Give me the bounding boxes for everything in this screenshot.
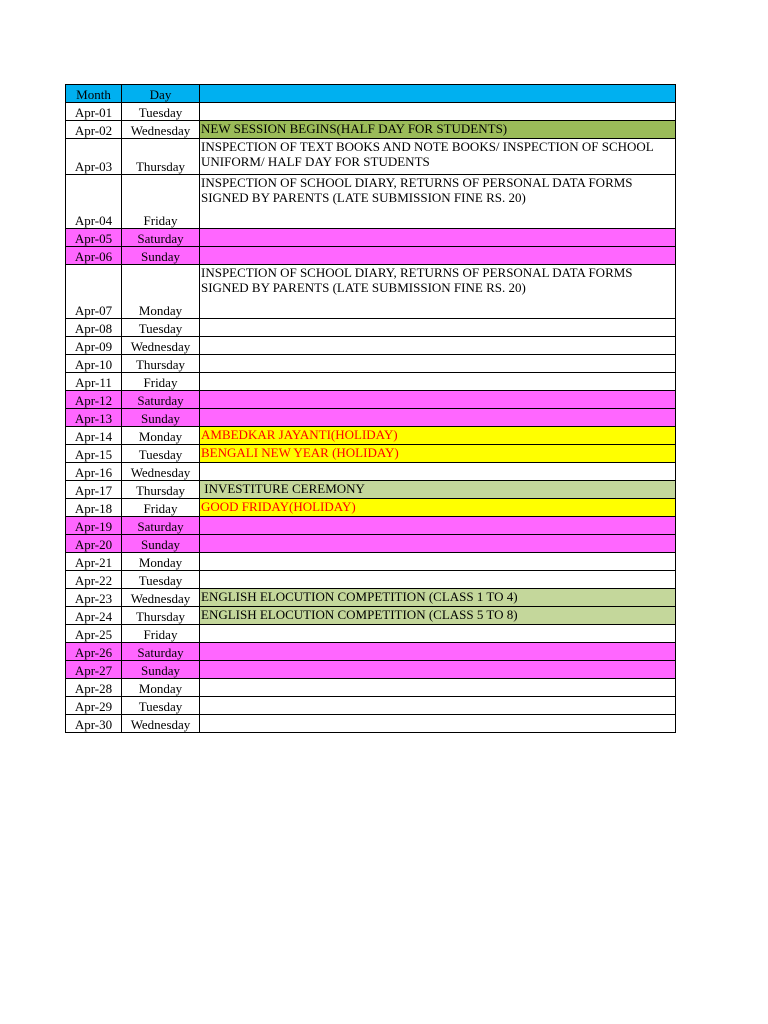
event-cell bbox=[200, 319, 676, 337]
day-cell: Wednesday bbox=[122, 463, 200, 481]
month-cell: Apr-15 bbox=[66, 445, 122, 463]
month-cell: Apr-12 bbox=[66, 391, 122, 409]
day-cell: Sunday bbox=[122, 409, 200, 427]
event-cell bbox=[200, 463, 676, 481]
event-cell bbox=[200, 661, 676, 679]
table-row bbox=[66, 499, 676, 517]
event-cell bbox=[200, 643, 676, 661]
table-row bbox=[66, 517, 676, 535]
month-cell: Apr-11 bbox=[66, 373, 122, 391]
day-cell: Thursday bbox=[122, 139, 200, 175]
day-cell: Saturday bbox=[122, 229, 200, 247]
month-cell: Apr-22 bbox=[66, 571, 122, 589]
table-row bbox=[66, 571, 676, 589]
month-cell: Apr-30 bbox=[66, 715, 122, 733]
event-cell bbox=[200, 553, 676, 571]
day-cell: Wednesday bbox=[122, 715, 200, 733]
day-cell: Monday bbox=[122, 553, 200, 571]
month-cell: Apr-02 bbox=[66, 121, 122, 139]
event-cell: BENGALI NEW YEAR (HOLIDAY) bbox=[200, 445, 676, 463]
month-cell: Apr-06 bbox=[66, 247, 122, 265]
month-cell: Apr-28 bbox=[66, 679, 122, 697]
table-row bbox=[66, 265, 676, 319]
event-cell bbox=[200, 625, 676, 643]
day-cell: Monday bbox=[122, 427, 200, 445]
month-cell: Apr-23 bbox=[66, 589, 122, 607]
header-row bbox=[66, 85, 676, 103]
day-cell: Sunday bbox=[122, 661, 200, 679]
month-cell: Apr-04 bbox=[66, 175, 122, 229]
event-cell: AMBEDKAR JAYANTI(HOLIDAY) bbox=[200, 427, 676, 445]
table-row bbox=[66, 103, 676, 121]
day-cell: Tuesday bbox=[122, 319, 200, 337]
event-cell: ENGLISH ELOCUTION COMPETITION (CLASS 1 TO 4) bbox=[200, 589, 676, 607]
month-cell: Apr-25 bbox=[66, 625, 122, 643]
day-cell: Saturday bbox=[122, 391, 200, 409]
table-row bbox=[66, 427, 676, 445]
event-cell bbox=[200, 715, 676, 733]
month-cell: Apr-20 bbox=[66, 535, 122, 553]
month-cell: Apr-05 bbox=[66, 229, 122, 247]
month-cell: Apr-09 bbox=[66, 337, 122, 355]
month-cell: Apr-16 bbox=[66, 463, 122, 481]
day-cell: Wednesday bbox=[122, 589, 200, 607]
day-cell: Saturday bbox=[122, 517, 200, 535]
event-cell bbox=[200, 355, 676, 373]
header-event bbox=[200, 85, 676, 103]
table-row bbox=[66, 697, 676, 715]
event-cell: INSPECTION OF SCHOOL DIARY, RETURNS OF PERSONAL DATA FORMS SIGNED BY PARENTS (LATE SUBMISSION FINE RS. 20) bbox=[200, 175, 676, 229]
table-row bbox=[66, 391, 676, 409]
calendar-table bbox=[65, 84, 676, 733]
day-cell: Tuesday bbox=[122, 103, 200, 121]
table-row bbox=[66, 175, 676, 229]
month-cell: Apr-19 bbox=[66, 517, 122, 535]
table-row bbox=[66, 679, 676, 697]
month-cell: Apr-08 bbox=[66, 319, 122, 337]
day-cell: Tuesday bbox=[122, 445, 200, 463]
event-cell bbox=[200, 373, 676, 391]
table-row bbox=[66, 229, 676, 247]
month-cell: Apr-14 bbox=[66, 427, 122, 445]
event-cell: NEW SESSION BEGINS(HALF DAY FOR STUDENTS) bbox=[200, 121, 676, 139]
event-cell bbox=[200, 247, 676, 265]
event-cell: INSPECTION OF TEXT BOOKS AND NOTE BOOKS/ INSPECTION OF SCHOOL UNIFORM/ HALF DAY FOR STUDENTS bbox=[200, 139, 676, 175]
event-cell bbox=[200, 103, 676, 121]
day-cell: Sunday bbox=[122, 247, 200, 265]
event-cell bbox=[200, 679, 676, 697]
month-cell: Apr-29 bbox=[66, 697, 122, 715]
table-row bbox=[66, 355, 676, 373]
event-cell bbox=[200, 229, 676, 247]
event-cell: GOOD FRIDAY(HOLIDAY) bbox=[200, 499, 676, 517]
day-cell: Wednesday bbox=[122, 121, 200, 139]
table-row bbox=[66, 445, 676, 463]
table-row bbox=[66, 625, 676, 643]
table-row bbox=[66, 715, 676, 733]
month-cell: Apr-21 bbox=[66, 553, 122, 571]
event-cell bbox=[200, 697, 676, 715]
day-cell: Friday bbox=[122, 625, 200, 643]
event-cell bbox=[200, 337, 676, 355]
day-cell: Tuesday bbox=[122, 697, 200, 715]
month-cell: Apr-24 bbox=[66, 607, 122, 625]
day-cell: Thursday bbox=[122, 607, 200, 625]
day-cell: Monday bbox=[122, 679, 200, 697]
table-row bbox=[66, 463, 676, 481]
table-row bbox=[66, 247, 676, 265]
event-cell: INVESTITURE CEREMONY bbox=[200, 481, 676, 499]
table-row bbox=[66, 121, 676, 139]
table-row bbox=[66, 481, 676, 499]
table-row bbox=[66, 319, 676, 337]
day-cell: Thursday bbox=[122, 481, 200, 499]
month-cell: Apr-17 bbox=[66, 481, 122, 499]
table-row bbox=[66, 409, 676, 427]
header-month: Month bbox=[66, 85, 122, 103]
table-row bbox=[66, 535, 676, 553]
table-row bbox=[66, 139, 676, 175]
event-cell bbox=[200, 517, 676, 535]
day-cell: Friday bbox=[122, 373, 200, 391]
month-cell: Apr-01 bbox=[66, 103, 122, 121]
month-cell: Apr-26 bbox=[66, 643, 122, 661]
event-cell bbox=[200, 535, 676, 553]
event-cell bbox=[200, 409, 676, 427]
day-cell: Thursday bbox=[122, 355, 200, 373]
day-cell: Friday bbox=[122, 175, 200, 229]
month-cell: Apr-18 bbox=[66, 499, 122, 517]
header-day: Day bbox=[122, 85, 200, 103]
month-cell: Apr-27 bbox=[66, 661, 122, 679]
day-cell: Saturday bbox=[122, 643, 200, 661]
month-cell: Apr-13 bbox=[66, 409, 122, 427]
table-row bbox=[66, 607, 676, 625]
month-cell: Apr-10 bbox=[66, 355, 122, 373]
table-row bbox=[66, 643, 676, 661]
day-cell: Sunday bbox=[122, 535, 200, 553]
table-row bbox=[66, 589, 676, 607]
day-cell: Friday bbox=[122, 499, 200, 517]
table-row bbox=[66, 553, 676, 571]
day-cell: Tuesday bbox=[122, 571, 200, 589]
day-cell: Monday bbox=[122, 265, 200, 319]
month-cell: Apr-07 bbox=[66, 265, 122, 319]
table-row bbox=[66, 661, 676, 679]
event-cell: INSPECTION OF SCHOOL DIARY, RETURNS OF PERSONAL DATA FORMS SIGNED BY PARENTS (LATE SUBMISSION FINE RS. 20) bbox=[200, 265, 676, 319]
event-cell bbox=[200, 391, 676, 409]
table-row bbox=[66, 337, 676, 355]
day-cell: Wednesday bbox=[122, 337, 200, 355]
event-cell bbox=[200, 571, 676, 589]
month-cell: Apr-03 bbox=[66, 139, 122, 175]
table-row bbox=[66, 373, 676, 391]
event-cell: ENGLISH ELOCUTION COMPETITION (CLASS 5 TO 8) bbox=[200, 607, 676, 625]
